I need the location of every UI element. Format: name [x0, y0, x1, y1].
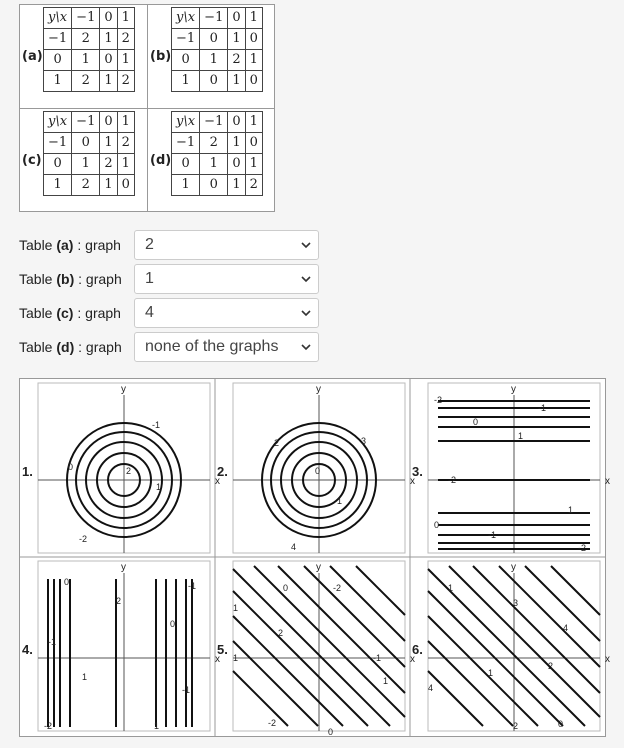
- table-cell: 0: [117, 175, 134, 196]
- chevron-down-icon: [300, 273, 312, 285]
- contour-label: 0: [68, 462, 74, 472]
- table-quadrant: [147, 5, 275, 108]
- contour-label: 0: [328, 727, 334, 737]
- table-cell: 0: [200, 29, 228, 50]
- label-table-id: (c): [56, 305, 74, 321]
- contour-label: 1: [82, 672, 88, 682]
- y-axis-label: y: [511, 562, 516, 573]
- contour-label: 0: [170, 619, 176, 629]
- graph-select-value: 4: [145, 304, 154, 321]
- table-cell: 1: [228, 175, 245, 196]
- graph-select-row: [19, 229, 329, 261]
- table-corner: y\x: [44, 8, 72, 29]
- table-cell: 2: [117, 29, 134, 50]
- contour-label: 4: [428, 683, 434, 693]
- table-cell: 1: [200, 154, 228, 175]
- contour-label: 0: [283, 583, 289, 593]
- table-quadrant: [20, 108, 147, 212]
- contour-label: 1: [448, 583, 454, 593]
- table-cell: 2: [200, 133, 228, 154]
- table-label: (d): [150, 153, 172, 168]
- table-cell: 0: [200, 175, 228, 196]
- graph-select[interactable]: [134, 298, 319, 328]
- y-header: −1: [44, 133, 72, 154]
- table-cell: 1: [245, 154, 262, 175]
- y-header: −1: [172, 133, 200, 154]
- y-header: 0: [172, 50, 200, 71]
- x-axis-label: x: [605, 654, 610, 665]
- y-header: −1: [44, 29, 72, 50]
- x-axis-label: x: [410, 654, 415, 665]
- graph-select-label: [19, 305, 135, 321]
- table-cell: 1: [100, 29, 117, 50]
- table-cell: 2: [72, 175, 100, 196]
- table-cell: 1: [72, 154, 100, 175]
- table-cell: 1: [117, 50, 134, 71]
- y-header: 1: [44, 175, 72, 196]
- x-header: −1: [200, 8, 228, 29]
- chevron-down-icon: [300, 239, 312, 251]
- table-corner: y\x: [172, 8, 200, 29]
- graph-select-row: [19, 297, 329, 329]
- y-header: 0: [44, 154, 72, 175]
- graph-number: 6.: [412, 642, 423, 657]
- table-cell: 2: [228, 50, 245, 71]
- contour-label: 3: [513, 598, 519, 608]
- y-header: 1: [44, 71, 72, 92]
- x-axis-label: x: [215, 476, 220, 487]
- graph-select[interactable]: [134, 230, 319, 260]
- x-header: 1: [117, 8, 134, 29]
- table-label: (b): [150, 49, 172, 64]
- contour-label: 1: [337, 496, 343, 506]
- y-axis-label: y: [121, 384, 126, 395]
- graphs-panel: [19, 378, 610, 737]
- x-header: 0: [100, 112, 117, 133]
- label-prefix: Table: [19, 237, 57, 253]
- table-cell: 1: [200, 50, 228, 71]
- label-table-id: (a): [56, 237, 74, 253]
- graph-select-label: [19, 339, 135, 355]
- x-axis-label: x: [410, 476, 415, 487]
- table-cell: 2: [117, 71, 134, 92]
- contour-label: 1: [383, 676, 389, 686]
- table-cell: 0: [200, 71, 228, 92]
- table-cell: 1: [228, 29, 245, 50]
- value-table: [43, 7, 135, 92]
- x-header: 1: [245, 8, 262, 29]
- table-cell: 0: [245, 71, 262, 92]
- table-cell: 1: [72, 50, 100, 71]
- value-table: [43, 111, 135, 196]
- graph-select[interactable]: [134, 264, 319, 294]
- x-header: 1: [117, 112, 134, 133]
- x-header: 0: [228, 8, 245, 29]
- contour-label: 1: [156, 482, 162, 492]
- table-cell: 1: [228, 71, 245, 92]
- contour-label: -2: [268, 718, 277, 728]
- table-cell: 1: [245, 50, 262, 71]
- y-axis-label: y: [316, 384, 321, 395]
- table-cell: 0: [72, 133, 100, 154]
- table-cell: 2: [72, 29, 100, 50]
- graph-number: 2.: [217, 464, 228, 479]
- table-cell: 2: [117, 133, 134, 154]
- y-axis-label: y: [511, 384, 516, 395]
- table-cell: 0: [245, 29, 262, 50]
- contour-label: -1: [152, 420, 161, 430]
- y-header: 1: [172, 175, 200, 196]
- contour-label: 3: [361, 436, 367, 446]
- graph-select-label: [19, 237, 135, 253]
- table-corner: y\x: [172, 112, 200, 133]
- table-quadrant: [147, 108, 275, 212]
- contour-label: -1: [488, 530, 497, 540]
- contour-label: 4: [291, 542, 297, 552]
- table-cell: 1: [100, 175, 117, 196]
- graph-select-row: [19, 331, 329, 363]
- contour-label: 0: [64, 577, 70, 587]
- y-axis-label: y: [316, 562, 321, 573]
- contour-label: -2: [79, 534, 88, 544]
- table-cell: 2: [72, 71, 100, 92]
- label-prefix: Table: [19, 339, 57, 355]
- table-quadrant: [20, 5, 147, 108]
- y-header: 1: [172, 71, 200, 92]
- contour-label: 0: [315, 466, 321, 476]
- x-header: 0: [100, 8, 117, 29]
- graph-number: 3.: [412, 464, 423, 479]
- x-header: −1: [200, 112, 228, 133]
- contour-label: -2: [578, 543, 587, 553]
- contour-label: -2: [333, 583, 342, 593]
- graph-select-value: none of the graphs: [145, 338, 279, 355]
- table-cell: 0: [245, 133, 262, 154]
- table-cell: 2: [245, 175, 262, 196]
- contour-label: -1: [182, 685, 191, 695]
- table-cell: 1: [117, 154, 134, 175]
- contour-label: -2: [44, 721, 53, 731]
- label-table-id: (d): [56, 339, 75, 355]
- contour-label: 2: [548, 661, 554, 671]
- graph-select-label: [19, 271, 135, 287]
- contour-label: 2: [513, 721, 519, 731]
- contour-label: 2: [126, 466, 132, 476]
- contour-label: 1: [518, 431, 524, 441]
- contour-label: 0: [434, 520, 440, 530]
- value-table: [171, 111, 263, 196]
- label-suffix: : graph: [74, 271, 122, 287]
- x-axis-label: x: [605, 476, 610, 487]
- value-table: [171, 7, 263, 92]
- contour-label: 0: [473, 417, 479, 427]
- table-cell: 1: [228, 133, 245, 154]
- contour-label: -1: [538, 403, 547, 413]
- table-label: (c): [22, 153, 42, 168]
- contour-label: 1: [233, 603, 239, 613]
- graph-select-value: 1: [145, 270, 154, 287]
- contour-label: 2: [116, 596, 122, 606]
- contour-label: -2: [448, 475, 457, 485]
- label-suffix: : graph: [74, 339, 122, 355]
- table-cell: 1: [100, 71, 117, 92]
- table-cell: 0: [228, 154, 245, 175]
- contour-label: -2: [434, 395, 443, 405]
- contour-label: 1: [154, 721, 160, 731]
- contour-label: 1: [568, 505, 574, 515]
- contour-label: -1: [188, 581, 197, 591]
- contour-label: 1: [488, 668, 494, 678]
- x-axis-label: x: [215, 654, 220, 665]
- label-prefix: Table: [19, 271, 57, 287]
- x-header: −1: [72, 112, 100, 133]
- table-cell: 0: [100, 50, 117, 71]
- y-axis-label: y: [121, 562, 126, 573]
- x-header: −1: [72, 8, 100, 29]
- table-cell: 1: [100, 133, 117, 154]
- graph-select[interactable]: [134, 332, 319, 362]
- graph-number: 4.: [22, 642, 33, 657]
- contour-label: 2: [274, 438, 280, 448]
- label-prefix: Table: [19, 305, 57, 321]
- y-header: −1: [172, 29, 200, 50]
- table-label: (a): [22, 49, 43, 64]
- contour-label: -1: [48, 637, 57, 647]
- x-header: 0: [228, 112, 245, 133]
- table-corner: y\x: [44, 112, 72, 133]
- label-suffix: : graph: [73, 305, 121, 321]
- graph-select-row: [19, 263, 329, 295]
- contour-label: 4: [563, 623, 569, 633]
- x-header: 1: [245, 112, 262, 133]
- y-header: 0: [172, 154, 200, 175]
- graph-number: 1.: [22, 464, 33, 479]
- y-header: 0: [44, 50, 72, 71]
- contour-label: 1: [233, 653, 239, 663]
- label-suffix: : graph: [73, 237, 121, 253]
- chevron-down-icon: [300, 341, 312, 353]
- label-table-id: (b): [56, 271, 75, 287]
- graphs-svg: [20, 379, 610, 737]
- contour-label: -1: [373, 653, 382, 663]
- chevron-down-icon: [300, 307, 312, 319]
- contour-label: 2: [278, 628, 284, 638]
- table-cell: 2: [100, 154, 117, 175]
- tables-panel: [19, 4, 275, 212]
- graph-select-value: 2: [145, 236, 154, 253]
- graph-number: 5.: [217, 642, 228, 657]
- contour-label: 0: [558, 719, 564, 729]
